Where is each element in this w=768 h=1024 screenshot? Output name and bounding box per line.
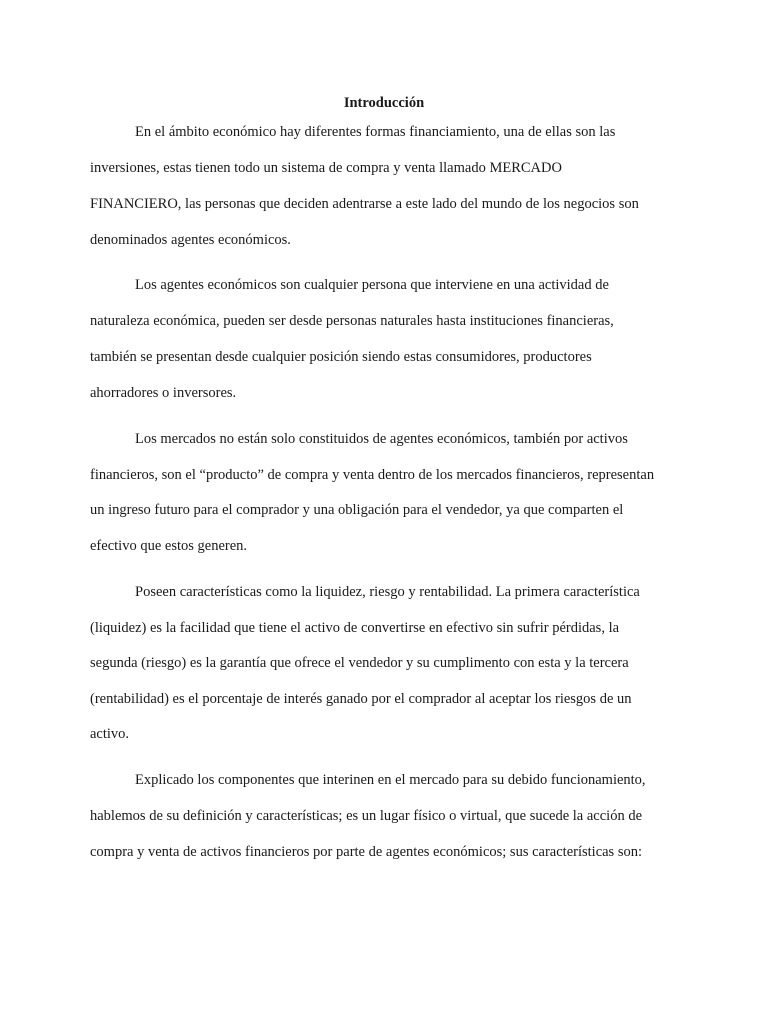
paragraph-line: En el ámbito económico hay diferentes formas financiamiento, una de ellas son las (135, 124, 616, 140)
paragraph-line: inversiones, estas tienen todo un sistema de compra y venta llamado MERCADO (90, 160, 562, 176)
paragraph-line: Explicado los componentes que interinen en el mercado para su debido funcionamiento, (135, 772, 646, 788)
paragraph-line: (rentabilidad) es el porcentaje de interés ganado por el comprador al aceptar los riesgos de un (90, 691, 632, 707)
paragraph-line: hablemos de su definición y características; es un lugar físico o virtual, que sucede la acción de (90, 808, 643, 824)
paragraph-line: compra y venta de activos financieros por parte de agentes económicos; sus características son: (90, 844, 642, 860)
paragraph-line: Los mercados no están solo constituidos de agentes económicos, también por activos (135, 431, 628, 447)
paragraph-line: ahorradores o inversores. (90, 385, 237, 401)
paragraph-line: Poseen características como la liquidez, riesgo y rentabilidad. La primera característica (135, 584, 640, 600)
paragraph-line: financieros, son el “producto” de compra y venta dentro de los mercados financieros, representan (90, 467, 655, 483)
paragraph-line: efectivo que estos generen. (90, 538, 248, 554)
paragraph-line: segunda (riesgo) es la garantía que ofrece el vendedor y su cumplimento con esta y la tercera (90, 655, 629, 671)
paragraph-line: denominados agentes económicos. (90, 232, 291, 248)
paragraph-line: activo. (90, 726, 130, 742)
paragraph-line: Los agentes económicos son cualquier persona que interviene en una actividad de (135, 277, 609, 293)
paragraph-line: FINANCIERO, las personas que deciden adentrarse a este lado del mundo de los negocios son (90, 196, 639, 212)
paragraph-line: un ingreso futuro para el comprador y una obligación para el vendedor, ya que comparten el (90, 502, 624, 518)
paragraph-line: también se presentan desde cualquier posición siendo estas consumidores, productores (90, 349, 592, 365)
document-title: Introducción (343, 95, 425, 111)
paragraph-line: (liquidez) es la facilidad que tiene el activo de convertirse en efectivo sin sufrir pérdidas, la (90, 620, 620, 636)
paragraph-line: naturaleza económica, pueden ser desde personas naturales hasta instituciones financieras, (90, 313, 614, 329)
